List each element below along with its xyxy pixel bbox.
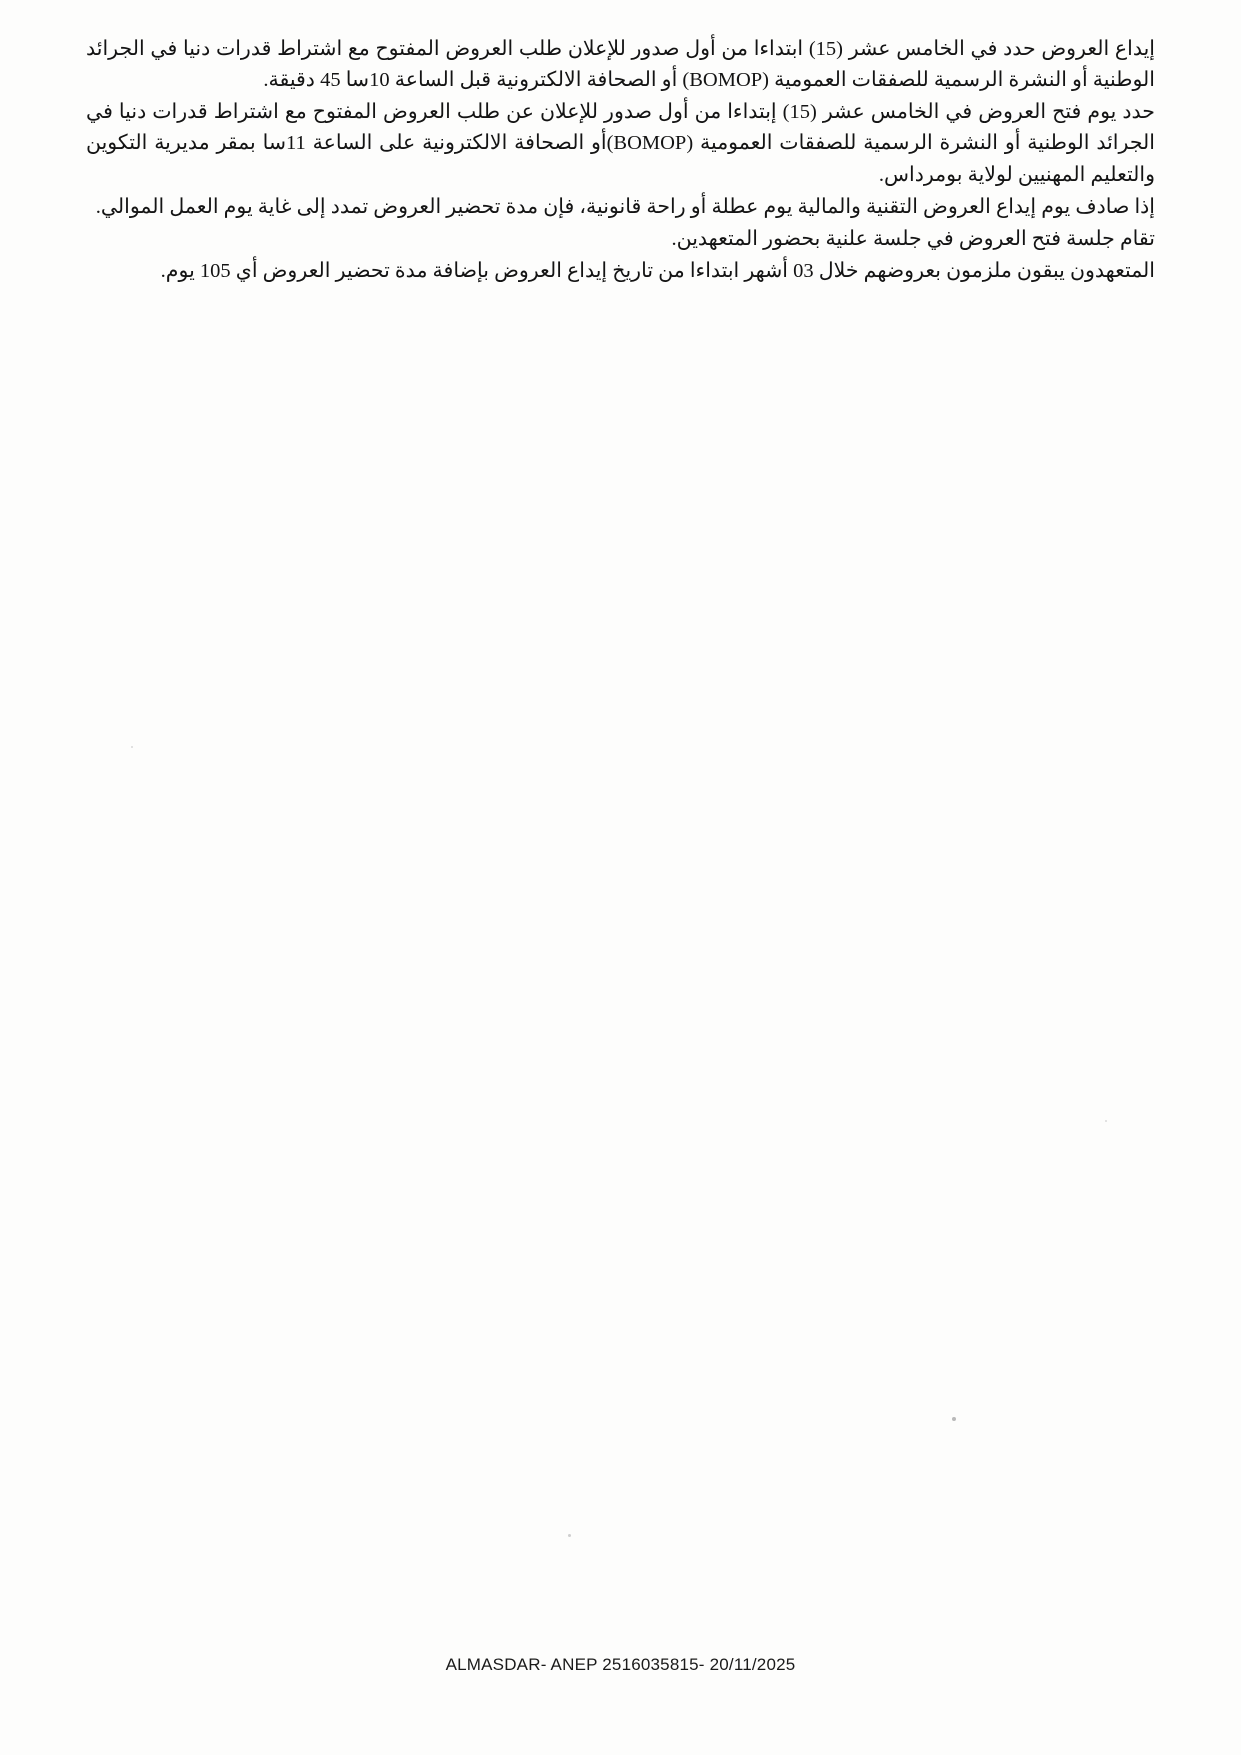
document-body: [86, 34, 1155, 288]
paragraph-1: إيداع العروض حدد في الخامس عشر (15) ابتداءا من أول صدور للإعلان طلب العروض المفتوح مع اشتراط قدرات دنيا في الجرائد الوطنية أو النشرة الرسمية للصفقات العمومية (BOMOP) أو الصحافة الالكترونية قبل الساعة 10سا 45 دقيقة.: [86, 38, 1155, 92]
paragraph-5: المتعهدون يبقون ملزمون بعروضهم خلال 03 أشهر ابتداءا من تاريخ إيداع العروض بإضافة مدة تحضير العروض أي 105 يوم.: [160, 260, 1155, 283]
scan-speck: [952, 1417, 956, 1421]
paragraph-4: تقام جلسة فتح العروض في جلسة علنية بحضور المتعهدين.: [671, 227, 1155, 250]
scan-speck: [131, 746, 133, 748]
paragraph-3: إذا صادف يوم إيداع العروض التقنية والمالية يوم عطلة أو راحة قانونية، فإن مدة تحضير العروض تمدد إلى غاية يوم العمل الموالي.: [95, 195, 1155, 218]
scan-speck: [568, 1534, 571, 1537]
paragraph-2: حدد يوم فتح العروض في الخامس عشر (15) إبتداءا من أول صدور للإعلان عن طلب العروض المفتوح مع اشتراط قدرات دنيا في الجرائد الوطنية أو النشرة الرسمية للصفقات العمومية (BOMOP)أو الصحافة الالكترونية على الساعة 11سا بمقر مديرية التكوين والتعليم المهنيين لولاية بومرداس.: [86, 101, 1155, 186]
scan-speck: [1105, 1120, 1107, 1122]
document-footer: ALMASDAR- ANEP 2516035815- 20/11/2025: [445, 1655, 796, 1674]
